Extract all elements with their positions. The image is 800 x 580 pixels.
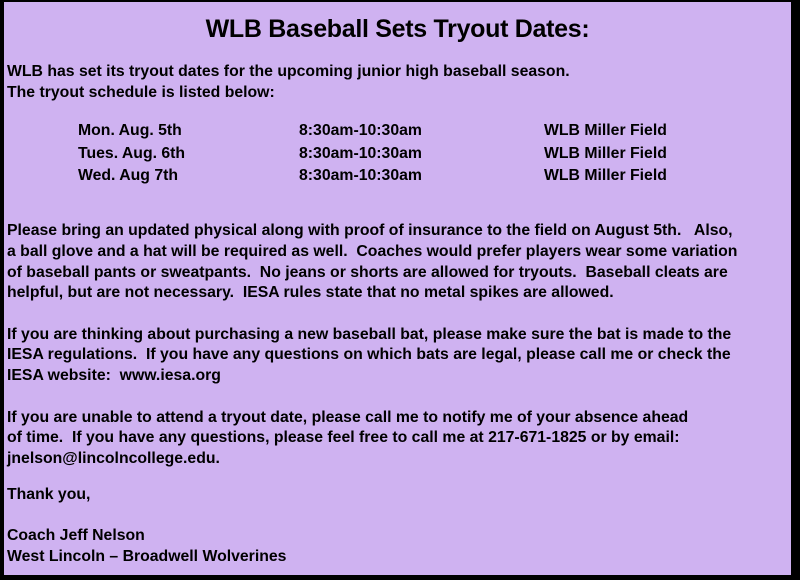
intro-text [4,62,791,103]
text-line: IESA website: www.iesa.org [7,366,221,384]
tryout-schedule [4,120,791,187]
schedule-time: 8:30am-10:30am [299,144,422,162]
signature-name: Coach Jeff Nelson [7,526,145,544]
text-line: helpful, but are not necessary. IESA rules state that no metal spikes are allowed. [7,284,614,302]
text-line: IESA regulations. If you have any questions on which bats are legal, please call me or check the [7,346,731,364]
intro-line: The tryout schedule is listed below: [7,83,275,101]
schedule-location: WLB Miller Field [544,122,667,140]
signature-team: West Lincoln – Broadwell Wolverines [7,547,287,565]
text-line: of time. If you have any questions, please feel free to call me at 217-671-1825 or by email: [7,429,680,447]
schedule-location: WLB Miller Field [544,167,667,184]
schedule-row [4,143,791,165]
text-line: If you are thinking about purchasing a new baseball bat, please make sure the bat is made to the [7,325,732,343]
schedule-row [4,165,791,187]
text-line: a ball glove and a hat will be required as well. Coaches would prefer players wear some variation [7,243,738,260]
schedule-location: WLB Miller Field [544,144,667,162]
closing-thanks [4,485,791,506]
text-line: of baseball pants or sweatpants. No jeans or shorts are allowed for tryouts. Baseball cleats are [7,263,728,281]
text-line: If you are unable to attend a tryout date, please call me to notify me of your absence ahead [7,408,689,426]
closing-signature [4,526,791,567]
schedule-day: Tues. Aug. 6th [78,144,186,162]
intro-line: WLB has set its tryout dates for the upcoming junior high baseball season. [7,63,570,80]
text-line: Please bring an updated physical along with proof of insurance to the field on August 5th. Also, [7,222,733,240]
schedule-day: Mon. Aug. 5th [78,122,182,140]
schedule-day: Wed. Aug 7th [78,167,179,184]
schedule-row [4,120,791,142]
text-line: jnelson@lincolncollege.edu. [7,449,220,467]
paragraph-absence [4,408,791,470]
schedule-time: 8:30am-10:30am [299,167,422,184]
schedule-time: 8:30am-10:30am [299,122,422,140]
paragraph-equipment [4,221,791,303]
paragraph-bat-rules [4,325,791,387]
text-line: Thank you, [7,486,91,504]
page-title: WLB Baseball Sets Tryout Dates: [205,15,590,43]
